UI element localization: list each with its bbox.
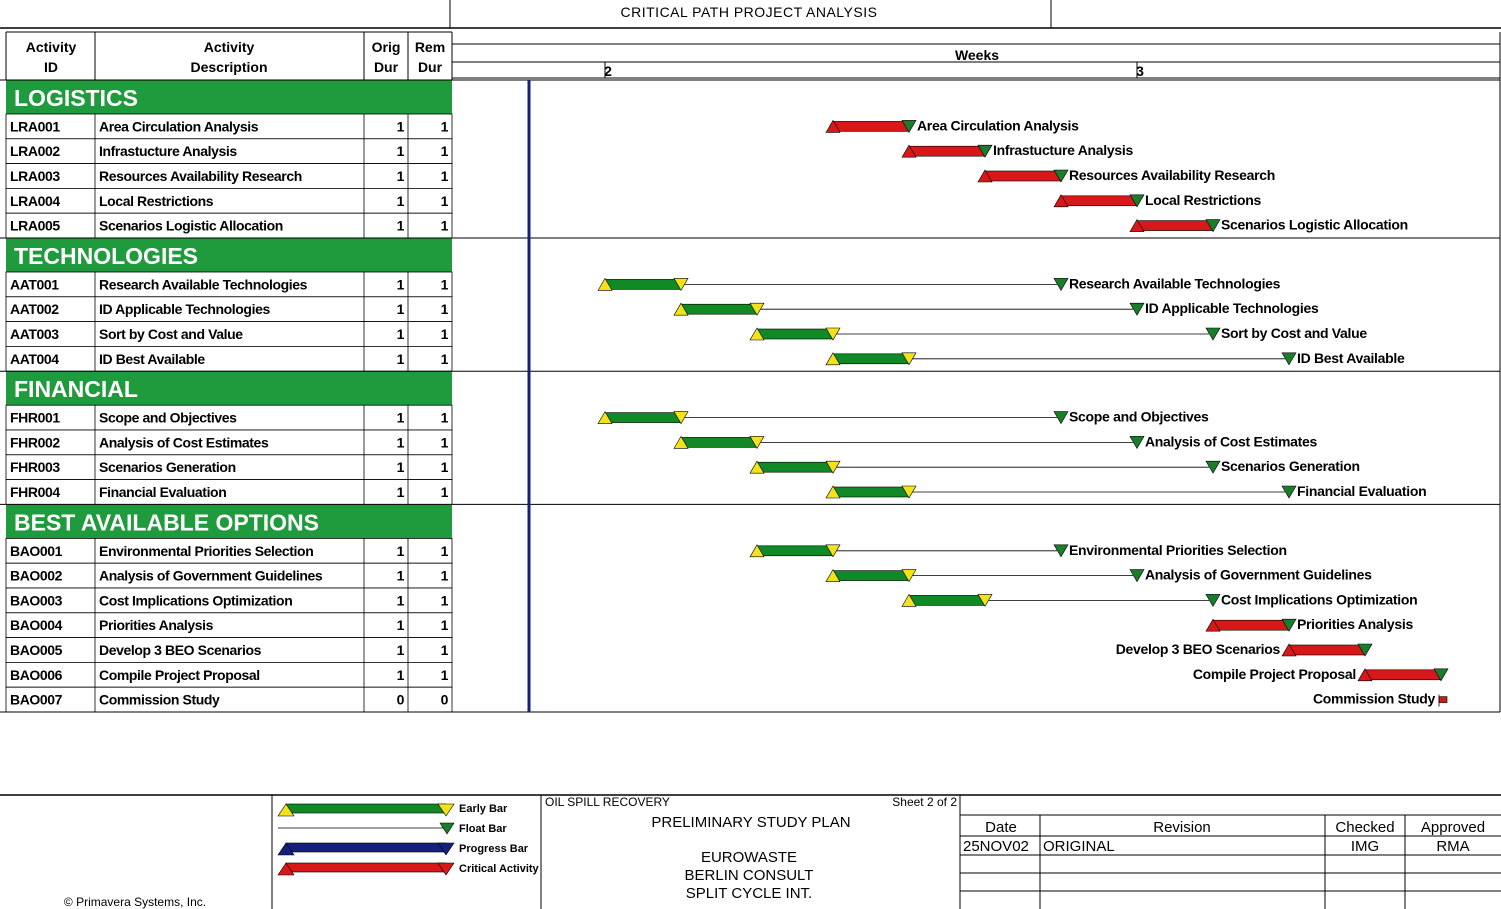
legend-float-bar [278,823,507,835]
activity-rem-dur: 1 [440,276,448,293]
col-header-activity-id-line2: ID [44,59,58,75]
critical-bar[interactable] [1213,620,1289,630]
activity-description: Develop 3 BEO Scenarios [99,642,261,658]
activity-rem-dur: 1 [440,459,448,476]
activity-orig-dur: 1 [396,118,404,135]
activity-description: Analysis of Government Guidelines [99,567,323,584]
activity-description: ID Applicable Technologies [99,301,270,318]
plan-title: PRELIMINARY STUDY PLAN [651,814,851,831]
activity-orig-dur: 1 [396,168,404,184]
activity-description: Compile Project Proposal [99,666,260,683]
timescale-ruler [452,32,1500,712]
early-bar[interactable] [605,413,681,423]
activity-orig-dur: 1 [396,617,404,634]
group-title: TECHNOLOGIES [14,243,199,269]
bar-label: Sort by Cost and Value [1221,325,1367,341]
group-title: LOGISTICS [14,85,138,111]
activity-id: FHR004 [10,484,60,500]
activity-row[interactable] [6,272,1281,297]
bar-label: Scope and Objectives [1069,408,1209,425]
col-header-rem-dur-line2: Dur [417,59,443,75]
group-title: FINANCIAL [14,376,138,403]
bar-label: Research Available Technologies [1069,275,1281,292]
early-bar[interactable] [681,437,757,447]
activity-rem-dur: 1 [440,617,448,634]
activity-orig-dur: 1 [396,459,404,476]
col-header-activity-id-line1: Activity [25,39,77,55]
activity-description: Commission Study [99,691,220,708]
critical-bar[interactable] [1137,221,1213,231]
milestone-marker[interactable] [1439,697,1447,703]
activity-rem-dur: 1 [440,484,448,500]
activity-rem-dur: 1 [440,666,448,683]
activity-row[interactable] [6,188,1261,213]
activity-row[interactable] [6,455,1360,480]
group-title: BEST AVAILABLE OPTIONS [14,509,319,536]
activity-id: LRA005 [10,217,60,234]
early-bar[interactable] [909,595,985,605]
activity-row[interactable] [6,538,1287,563]
activity-rem-dur: 1 [440,326,448,342]
activity-rem-dur: 1 [440,143,448,160]
activity-row[interactable] [6,405,1209,430]
early-bar[interactable] [833,487,909,497]
bar-label: Scenarios Generation [1221,458,1360,475]
activity-table-and-bars [0,80,1500,712]
activity-description: Scenarios Generation [99,459,236,476]
activity-row[interactable] [6,563,1372,588]
activity-description: ID Best Available [99,350,205,367]
activity-description: Scenarios Logistic Allocation [99,217,283,234]
company-line-1: EUROWASTE [700,849,798,866]
col-header-orig-dur-line1: Orig [371,39,401,55]
revision-row-date: 25NOV02 [963,838,1029,855]
activity-rem-dur: 1 [440,301,448,318]
activity-rem-dur: 0 [440,691,448,708]
revision-header-revision: Revision [1153,819,1211,836]
sheet-number: Sheet 2 of 2 [892,795,957,809]
legend-progress-bar [278,843,529,855]
legend-early-bar [278,803,508,816]
activity-rem-dur: 1 [440,567,448,584]
activity-id: BAO007 [10,691,63,708]
revision-row-checked: IMG [1350,838,1380,855]
activity-description: Financial Evaluation [99,484,227,500]
bar-label: Priorities Analysis [1297,616,1413,633]
bar-label: Analysis of Government Guidelines [1145,566,1372,583]
activity-description: Sort by Cost and Value [99,326,243,342]
activity-row[interactable] [6,613,1413,638]
bar-label: Resources Availability Research [1069,167,1275,183]
activity-row[interactable] [6,322,1367,347]
activity-id: FHR003 [10,459,60,476]
legend-critical-activity-label: Critical Activity [459,863,539,875]
activity-id: FHR002 [10,434,60,451]
activity-row[interactable] [6,164,1275,189]
col-header-description-line1: Activity [203,39,255,55]
bar-label: Local Restrictions [1145,191,1261,208]
activity-id: BAO001 [10,542,63,559]
company-line-3: SPLIT CYCLE INT. [685,885,813,902]
activity-orig-dur: 1 [396,484,404,500]
revision-table [960,815,1501,909]
activity-description: Area Circulation Analysis [99,118,259,135]
legend-float-bar-label: Float Bar [459,823,507,835]
activity-id: AAT002 [10,301,59,318]
activity-rem-dur: 1 [440,192,448,209]
legend-critical-activity [278,863,540,875]
legend-progress-bar-label: Progress Bar [459,843,529,855]
col-header-orig-dur-line2: Dur [373,59,399,75]
activity-description: Research Available Technologies [99,276,308,293]
report-title: CRITICAL PATH PROJECT ANALYSIS [620,4,878,20]
activity-row[interactable] [6,480,1426,505]
column-headers [6,32,452,80]
legend [278,803,540,875]
bar-label: Infrastucture Analysis [993,142,1133,159]
activity-orig-dur: 1 [396,276,404,293]
bar-label: ID Best Available [1297,349,1405,366]
activity-row[interactable] [6,638,1372,663]
activity-id: BAO005 [10,642,63,658]
critical-bar[interactable] [833,121,909,131]
activity-orig-dur: 1 [396,192,404,209]
revision-row-approved: RMA [1436,838,1470,855]
bar-label: Analysis of Cost Estimates [1145,433,1317,450]
activity-id: BAO003 [10,592,63,609]
critical-bar[interactable] [1365,670,1441,680]
revision-header-date: Date [985,819,1017,836]
col-header-rem-dur-line1: Rem [414,39,446,55]
activity-id: BAO002 [10,567,63,584]
activity-orig-dur: 1 [396,592,404,609]
activity-rem-dur: 1 [440,217,448,234]
bar-label: Area Circulation Analysis [917,117,1079,134]
activity-description: Cost Implications Optimization [99,592,293,609]
activity-orig-dur: 1 [396,642,404,658]
activity-rem-dur: 1 [440,350,448,367]
timescale-label: Weeks [954,47,1000,63]
early-bar[interactable] [681,304,757,314]
bar-label: Commission Study [1313,690,1435,707]
early-bar[interactable] [833,571,909,581]
critical-bar[interactable] [909,146,985,156]
critical-bar[interactable] [1289,645,1365,655]
activity-description: Resources Availability Research [99,168,302,184]
revision-row-revision: ORIGINAL [1043,838,1115,855]
activity-orig-dur: 1 [396,301,404,318]
bar-label: ID Applicable Technologies [1145,300,1319,317]
activity-orig-dur: 1 [396,434,404,451]
activity-row[interactable] [6,346,1405,371]
revision-header-approved: Approved [1420,819,1486,836]
col-header-description-line2: Description [190,59,268,75]
critical-bar[interactable] [985,171,1061,181]
activity-orig-dur: 1 [396,542,404,559]
activity-id: LRA004 [10,192,60,209]
copyright-text: © Primavera Systems, Inc. [63,895,207,909]
activity-orig-dur: 1 [396,143,404,160]
report-header [0,0,1501,28]
critical-bar[interactable] [1061,196,1137,206]
activity-row[interactable] [6,588,1417,613]
week-tick-label: 2 [604,63,612,79]
activity-row[interactable] [6,297,1319,322]
activity-orig-dur: 0 [396,691,404,708]
bar-label: Scenarios Logistic Allocation [1221,216,1408,233]
revision-header-checked: Checked [1335,819,1395,836]
bar-label: Environmental Priorities Selection [1069,541,1287,558]
activity-orig-dur: 1 [396,217,404,234]
activity-description: Local Restrictions [99,192,214,209]
activity-id: LRA002 [10,143,60,160]
bar-label: Compile Project Proposal [1192,665,1356,682]
legend-early-bar-label: Early Bar [459,803,508,815]
bar-label: Develop 3 BEO Scenarios [1115,641,1280,657]
early-bar[interactable] [757,329,833,339]
activity-id: LRA001 [10,118,60,135]
activity-id: BAO004 [10,617,63,634]
activity-description: Environmental Priorities Selection [99,542,314,559]
activity-row[interactable] [6,213,1408,238]
activity-row[interactable] [6,687,1447,712]
company-line-2: BERLIN CONSULT [684,867,814,884]
early-bar[interactable] [757,462,833,472]
activity-description: Scope and Objectives [99,409,237,426]
activity-orig-dur: 1 [396,326,404,342]
activity-orig-dur: 1 [396,409,404,426]
activity-rem-dur: 1 [440,592,448,609]
activity-orig-dur: 1 [396,350,404,367]
activity-description: Priorities Analysis [99,617,214,634]
activity-row[interactable] [6,114,1079,139]
bar-label: Cost Implications Optimization [1221,591,1418,608]
activity-id: LRA003 [10,168,60,184]
activity-row[interactable] [6,139,1133,164]
activity-row[interactable] [6,430,1317,455]
activity-orig-dur: 1 [396,666,404,683]
activity-id: AAT003 [10,326,59,342]
activity-id: FHR001 [10,409,60,426]
activity-row[interactable] [6,662,1448,687]
activity-description: Infrastucture Analysis [99,143,237,160]
activity-id: AAT001 [10,276,59,293]
activity-id: BAO006 [10,666,63,683]
activity-rem-dur: 1 [440,409,448,426]
activity-rem-dur: 1 [440,642,448,658]
activity-id: AAT004 [10,350,59,367]
early-bar[interactable] [605,279,681,289]
week-tick-label: 3 [1136,63,1144,79]
activity-rem-dur: 1 [440,434,448,451]
activity-orig-dur: 1 [396,567,404,584]
early-bar[interactable] [833,354,909,364]
early-bar[interactable] [757,546,833,556]
project-name: OIL SPILL RECOVERY [545,795,670,809]
activity-rem-dur: 1 [440,168,448,184]
activity-rem-dur: 1 [440,118,448,135]
activity-rem-dur: 1 [440,542,448,559]
bar-label: Financial Evaluation [1297,483,1427,499]
activity-description: Analysis of Cost Estimates [99,434,269,451]
report-footer [0,795,1501,909]
